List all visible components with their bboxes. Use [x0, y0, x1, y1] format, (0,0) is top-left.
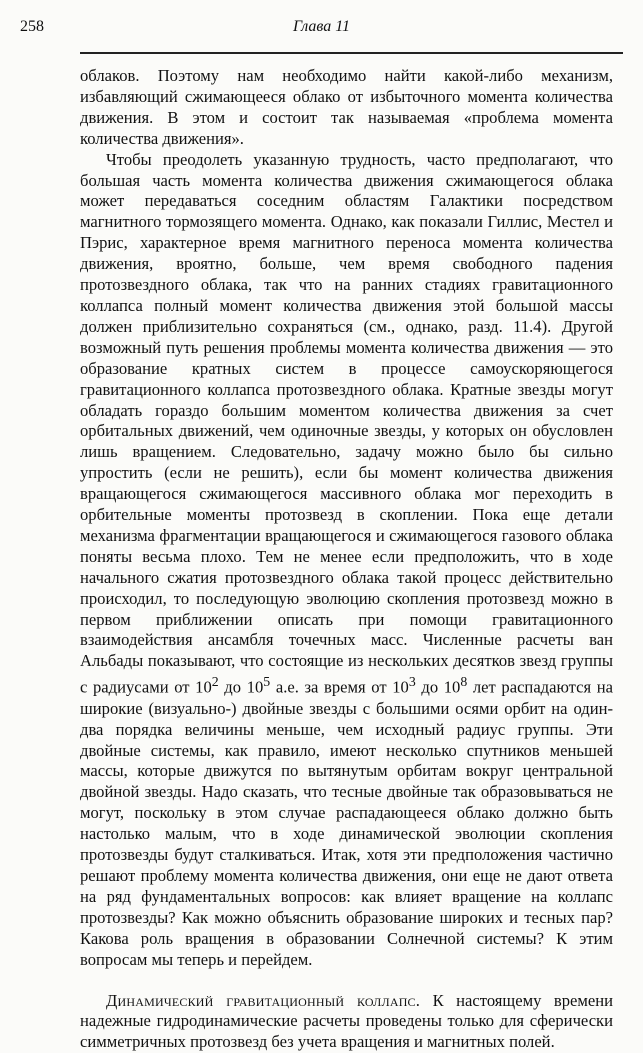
running-header: [20, 18, 623, 44]
chapter-title: Глава 11: [20, 18, 623, 36]
paragraph-2: Чтобы преодолеть указанную трудность, часто предполагают, что большая часть момента количества движения сжимающегося облака может передаваться соседним областям Галактики посредством магнитного тормозящего момента. Однако, как показали Гиллис, Местел и Пэрис, характерное время магнитного переноса момента количества движения, вроятно, больше, чем время свободного падения протозвездного облака, так что на ранних стадиях гравитационного коллапса полный момент количества движения этой большой массы должен приблизительно сохраняться (см., однако, разд. 11.4). Другой возможный путь решения проблемы момента количества движения — это образование кратных систем в процессе самоускоряющегося гравитационного коллапса протозвездного облака. Кратные звезды могут обладать гораздо большим моментом количества движения за счет орбитальных движений, чем одиночные звезды, у которых он обусловлен лишь вращением. Следовательно, задачу можно было бы сильно упростить (если не решить), если бы момент количества движения вращающегося сжимающегося массивного облака мог переходить в орбительные моменты протозвезд в скоплении. Пока еще детали механизма фрагментации вращающегося и сжимающегося газового облака поняты весьма плохо. Тем не менее если предположить, что в ходе начального сжатия протозвездного облака такой процесс действительно происходил, то последующую эволюцию скопления протозвезд можно в первом приближении описать при помощи гравитационного взаимодействия ансамбля точечных масс. Численные расчеты ван Альбады показывают, что состоящие из нескольких десятков звезд группы с радиусами от $10^2$ до $10^5$ а.е. за время от $10^3$ до $10^8$ лет распадаются на широкие (визуально-) двойные звезды с большими осями орбит на один-два порядка величины меньше, чем исходный радиус группы. Эти двойные системы, как правило, имеют несколько спутников меньшей массы, которые движутся по вытянутым орбитам вокруг центральной двойной звезды. Надо сказать, что тесные двойные так образовываться не могут, поскольку в этом случае распадающееся облако должно быть настолько малым, что в ходе динамической эволюции скопления протозвезды будут сталкиваться. Итак, хотя эти предположения частично решают проблему момента количества движения, они еще не дают ответа на ряд фундаментальных вопросов: как влияет вращение на коллапс протозвезды? Как можно объяснить образование широких и тесных пар? Какова роль вращения в образовании Солнечной системы? К этим вопросам мы теперь и перейдем.: [80, 150, 613, 971]
paragraph-3-text: К настоящему времени надежные гидродинамические расчеты проведены только для сферически симметричных протозвезд без учета вращения и магнитных полей.: [80, 991, 613, 1052]
body-text: [80, 66, 613, 1053]
paragraph-2-text: Чтобы преодолеть указанную трудность, часто предполагают, что большая часть момента количества движения сжимающегося облака может передаваться соседним областям Галактики посредством магнитного тормозящего момента. Однако, как показали Гиллис, Местел и Пэрис, характерное время магнитного переноса момента количества движения, вроятно, больше, чем время свободного падения протозвездного облака, так что на ранних стадиях гравитационного коллапса полный момент количества движения этой большой массы должен приблизительно сохраняться (см., однако, разд. 11.4). Другой возможный путь решения проблемы момента количества движения — это образование кратных систем в процессе самоускоряющегося гравитационного коллапса протозвездного облака. Кратные звезды могут обладать гораздо большим моментом количества движения за счет орбитальных движений, чем одиночные звезды, у которых он обусловлен лишь вращением. Следовательно, задачу можно было бы сильно упростить (если не решить), если бы момент количества движения вращающегося сжимающегося массивного облака мог переходить в орбительные моменты протозвезд в скоплении. Пока еще детали механизма фрагментации вращающегося и сжимающегося газового облака поняты весьма плохо. Тем не менее если предположить, что в ходе начального сжатия протозвездного облака такой процесс действительно происходил, то последующую эволюцию скопления протозвезд можно в первом приближении описать при помощи гравитационного взаимодействия ансамбля точечных масс. Численные расчеты ван Альбады показывают, что состоящие из нескольких десятков звезд группы с радиусами от: [80, 150, 613, 697]
section-run-in-heading: Динамический гравитационный коллапс.: [106, 991, 420, 1010]
header-rule: [80, 52, 623, 54]
paragraph-1: облаков. Поэтому нам необходимо найти какой-либо механизм, избавляющий сжимающееся облако от избыточного момента количества движения. В этом и состоит так называемая «проблема момента количества движения».: [80, 66, 613, 150]
page-number: 258: [20, 18, 44, 36]
paragraph-2-tail: лет распадаются на широкие (визуально-) двойные звезды с большими осями орбит на один-два порядка величины меньше, чем исходный радиус группы. Эти двойные системы, как правило, имеют несколько спутников меньшей массы, которые движутся по вытянутым орбитам вокруг центральной двойной звезды. Надо сказать, что тесные двойные так образовываться не могут, поскольку в этом случае распадающееся облако должно быть настолько малым, что в ходе динамической эволюции скопления протозвезды будут сталкиваться. Итак, хотя эти предположения частично решают проблему момента количества движения, они еще не дают ответа на ряд фундаментальных вопросов: как влияет вращение на коллапс протозвезды? Как можно объяснить образование широких и тесных пар? Какова роль вращения в образовании Солнечной системы? К этим вопросам мы теперь и перейдем.: [80, 678, 613, 969]
